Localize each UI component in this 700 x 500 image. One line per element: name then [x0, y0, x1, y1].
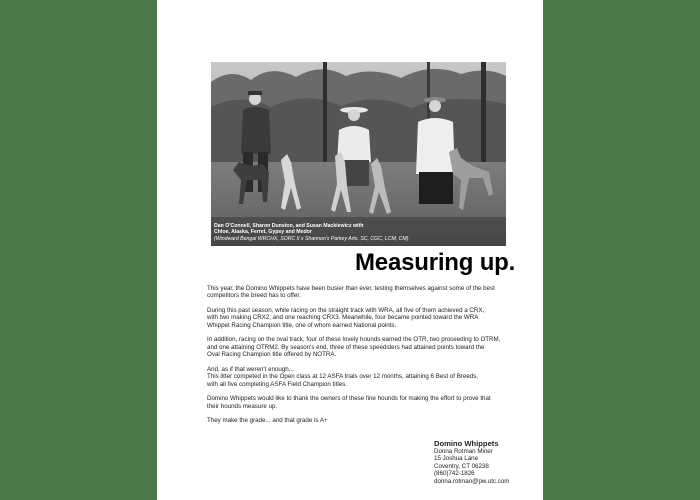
- paragraph-line: with two making CRX2, and one reaching CRX3. Meanwhile, four became pointed toward the WRA: [207, 314, 479, 322]
- caption-pedigree: (Windward Bengal WRCHX, SORC II x Shannon's Parkey Arts. SC, CGC, LCM, CM): [214, 235, 409, 242]
- paragraph-line: This litter competed in the Open class at 12 ASFA trials over 12 months, attaining 6 Best of Breeds,: [207, 373, 479, 381]
- paragraph: [207, 417, 517, 424]
- paragraph: [207, 285, 517, 300]
- contact-org: Domino Whippets: [434, 439, 499, 448]
- group-photo: [211, 62, 506, 246]
- contact-block: [434, 439, 534, 485]
- paragraph-line: Oval Racing Champion title offered by NOTRA.: [207, 351, 337, 359]
- photo-caption: [214, 223, 504, 242]
- paragraph: [207, 366, 517, 388]
- paragraph-line: They make the grade... and that grade is A+: [207, 417, 328, 425]
- contact-street: 15 Joshua Lane: [434, 455, 479, 463]
- paragraph-line: and one attaining OTRM2. By season's end, three of these speedsters had attained points toward the: [207, 343, 485, 351]
- contact-email: donna.rotman@pw.utc.com: [434, 477, 510, 485]
- article-body: [207, 285, 517, 432]
- paragraph-line: In addition, racing on the oval track, four of these lovely hounds earned the OTR, two proceeding to OTRM,: [207, 336, 501, 344]
- contact-city: Coventry, CT 06238: [434, 462, 489, 470]
- caption-names: Dan O'Connell, Sharon Dunston, and Susan Mackiewicz with: [214, 223, 364, 229]
- paragraph: [207, 395, 517, 410]
- paragraph-line: with all five completing ASFA Field Champion titles.: [207, 380, 347, 388]
- paragraph: [207, 336, 517, 358]
- paragraph-line: During this past season, while racing on the straight track with WRA, all five of them achieved a CRX,: [207, 307, 485, 314]
- paragraph: [207, 307, 517, 329]
- contact-phone: (860)742-1826: [434, 470, 475, 478]
- headline: Measuring up.: [355, 249, 516, 276]
- paragraph-line: This year, the Domino Whippets have been busier than ever, testing themselves against some of the best: [207, 285, 495, 292]
- paragraph-line: Whippet Racing Champion title, one of whom earned National points.: [207, 321, 397, 329]
- caption-dog-names: Chloe, Alaska, Ferret, Gypsy and Medor: [214, 229, 312, 236]
- paragraph-line: their hounds measure up.: [207, 402, 278, 410]
- photo-illustration: [211, 62, 506, 246]
- document-page: [157, 0, 543, 500]
- contact-name: Donna Rotman Miner: [434, 448, 493, 455]
- paragraph-line: Domino Whippets would like to thank the owners of these fine hounds for making the effort to prove that: [207, 395, 491, 403]
- paragraph-line: competitors the breed has to offer.: [207, 292, 301, 300]
- paragraph-line: And, as if that weren't enough...: [207, 365, 294, 373]
